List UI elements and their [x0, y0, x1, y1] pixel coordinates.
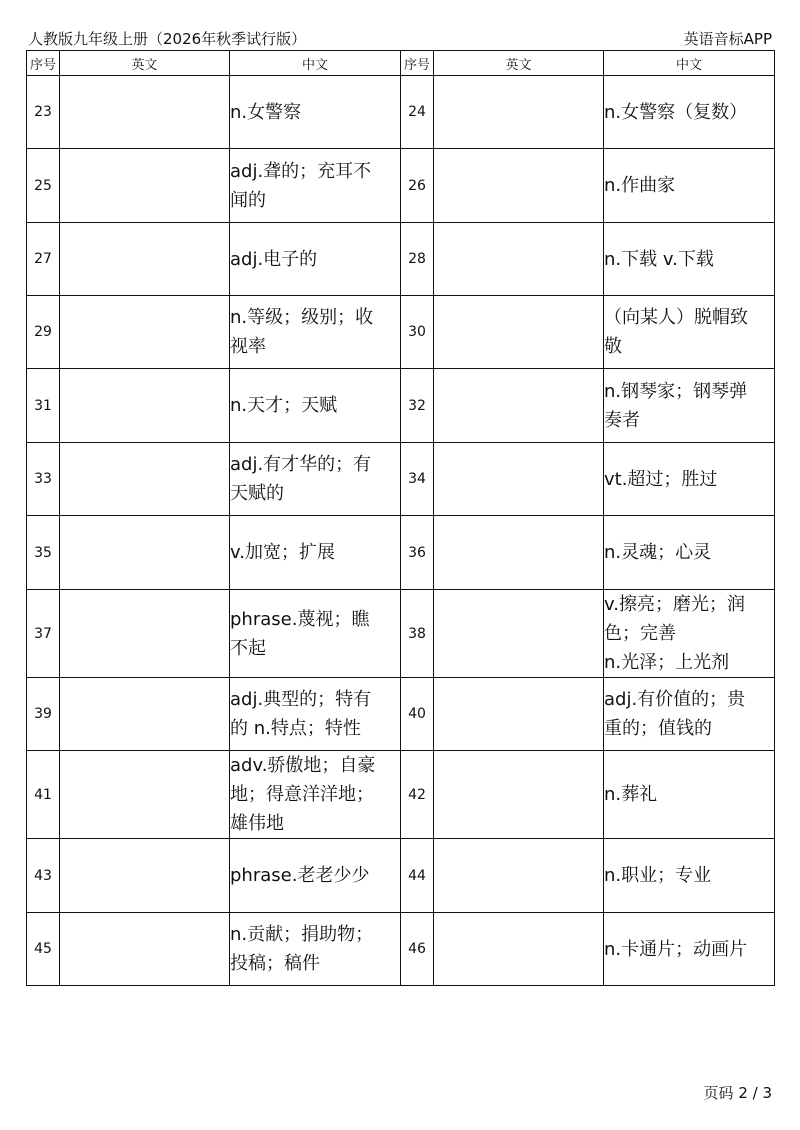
entry-number: 32: [401, 369, 434, 443]
chinese-meaning-cell: [230, 443, 401, 516]
chinese-meaning-cell: [230, 296, 401, 369]
english-answer-cell[interactable]: [60, 223, 230, 296]
chinese-meaning-line: n.作曲家: [604, 175, 676, 196]
english-answer-cell[interactable]: [60, 149, 230, 223]
chinese-meaning-line: 奏者: [604, 409, 640, 431]
entry-number: 42: [401, 751, 434, 839]
chinese-meaning-line: 视率: [230, 336, 266, 357]
chinese-meaning-line: n.下载 v.下载: [604, 248, 714, 270]
english-answer-cell[interactable]: [60, 443, 230, 516]
english-answer-cell[interactable]: [60, 76, 230, 149]
chinese-meaning-line: 不起: [230, 637, 266, 659]
chinese-meaning-line: n.灵魂；心灵: [604, 542, 712, 563]
chinese-meaning-cell: [230, 223, 401, 296]
english-answer-cell[interactable]: [434, 149, 604, 223]
table-row: [27, 223, 775, 296]
entry-number: 38: [401, 590, 434, 678]
table-body: [27, 76, 775, 986]
chinese-meaning-line: （向某人）脱帽致: [604, 307, 748, 328]
chinese-meaning-line: adv.骄傲地；自豪: [230, 755, 376, 776]
entry-number: 44: [401, 839, 434, 913]
column-header-chinese: 中文: [230, 51, 401, 76]
entry-number: 41: [27, 751, 60, 839]
chinese-meaning-line: n.职业；专业: [604, 865, 712, 886]
chinese-meaning-line: adj.聋的；充耳不: [230, 160, 372, 182]
chinese-meaning-cell: [230, 516, 401, 590]
entry-number: 28: [401, 223, 434, 296]
chinese-meaning-cell: [604, 839, 775, 913]
chinese-meaning-line: n.光泽；上光剂: [604, 652, 730, 673]
chinese-meaning-line: n.天才；天赋: [230, 395, 338, 416]
app-name: 英语音标APP: [683, 30, 772, 48]
english-answer-cell[interactable]: [60, 590, 230, 678]
table-row: [27, 296, 775, 369]
english-answer-cell[interactable]: [434, 516, 604, 590]
chinese-meaning-line: phrase.老老少少: [230, 865, 370, 886]
english-answer-cell[interactable]: [434, 76, 604, 149]
document-title: 人教版九年级上册（2026年秋季试行版）: [28, 30, 307, 48]
table-row: [27, 76, 775, 149]
table-row: [27, 369, 775, 443]
table-row: [27, 443, 775, 516]
chinese-meaning-line: adj.典型的；特有: [230, 689, 372, 710]
chinese-meaning-cell: [604, 296, 775, 369]
chinese-meaning-cell: [604, 678, 775, 751]
english-answer-cell[interactable]: [60, 913, 230, 986]
entry-number: 29: [27, 296, 60, 369]
chinese-meaning-line: phrase.蔑视；瞧: [230, 608, 370, 630]
chinese-meaning-cell: [230, 913, 401, 986]
column-header-english: 英文: [434, 51, 604, 76]
table-header-row: [27, 51, 775, 76]
chinese-meaning-line: n.贡献；捐助物；: [230, 924, 374, 945]
entry-number: 30: [401, 296, 434, 369]
chinese-meaning-cell: [604, 590, 775, 678]
entry-number: 40: [401, 678, 434, 751]
chinese-meaning-line: adj.有价值的；贵: [604, 689, 746, 710]
entry-number: 33: [27, 443, 60, 516]
entry-number: 34: [401, 443, 434, 516]
entry-number: 23: [27, 76, 60, 149]
entry-number: 39: [27, 678, 60, 751]
chinese-meaning-cell: [604, 443, 775, 516]
table-row: [27, 590, 775, 678]
chinese-meaning-cell: [604, 516, 775, 590]
table-row: [27, 751, 775, 839]
table-row: [27, 678, 775, 751]
english-answer-cell[interactable]: [434, 223, 604, 296]
english-answer-cell[interactable]: [60, 839, 230, 913]
english-answer-cell[interactable]: [434, 296, 604, 369]
entry-number: 31: [27, 369, 60, 443]
chinese-meaning-line: 雄伟地: [230, 813, 284, 834]
chinese-meaning-line: 色；完善: [604, 623, 676, 644]
chinese-meaning-cell: [604, 369, 775, 443]
chinese-meaning-line: v.加宽；扩展: [230, 542, 335, 563]
english-answer-cell[interactable]: [434, 751, 604, 839]
chinese-meaning-line: n.卡通片；动画片: [604, 938, 748, 960]
vocabulary-table: [26, 50, 775, 986]
chinese-meaning-line: n.女警察（复数）: [604, 101, 748, 123]
entry-number: 35: [27, 516, 60, 590]
chinese-meaning-cell: [604, 76, 775, 149]
english-answer-cell[interactable]: [60, 678, 230, 751]
column-header-english: 英文: [60, 51, 230, 76]
chinese-meaning-line: 的 n.特点；特性: [230, 718, 361, 739]
chinese-meaning-line: 重的；值钱的: [604, 718, 712, 739]
table-row: [27, 149, 775, 223]
entry-number: 25: [27, 149, 60, 223]
entry-number: 24: [401, 76, 434, 149]
entry-number: 27: [27, 223, 60, 296]
column-header-number: 序号: [401, 51, 434, 76]
chinese-meaning-line: n.钢琴家；钢琴弹: [604, 380, 748, 402]
chinese-meaning-line: vt.超过；胜过: [604, 468, 718, 490]
chinese-meaning-line: adj.有才华的；有: [230, 454, 372, 475]
entry-number: 43: [27, 839, 60, 913]
english-answer-cell[interactable]: [60, 369, 230, 443]
entry-number: 46: [401, 913, 434, 986]
chinese-meaning-line: n.葬礼: [604, 784, 658, 805]
chinese-meaning-cell: [230, 678, 401, 751]
entry-number: 37: [27, 590, 60, 678]
table-row: [27, 913, 775, 986]
chinese-meaning-line: v.擦亮；磨光；润: [604, 594, 745, 615]
chinese-meaning-line: adj.电子的: [230, 248, 318, 270]
entry-number: 36: [401, 516, 434, 590]
table-row: [27, 839, 775, 913]
column-header-number: 序号: [27, 51, 60, 76]
chinese-meaning-cell: [604, 223, 775, 296]
entry-number: 45: [27, 913, 60, 986]
chinese-meaning-cell: [230, 369, 401, 443]
page-number: 页码 2 / 3: [703, 1084, 772, 1102]
entry-number: 26: [401, 149, 434, 223]
chinese-meaning-cell: [604, 149, 775, 223]
chinese-meaning-line: 地；得意洋洋地；: [230, 784, 374, 805]
english-answer-cell[interactable]: [434, 839, 604, 913]
table-row: [27, 516, 775, 590]
english-answer-cell[interactable]: [60, 516, 230, 590]
english-answer-cell[interactable]: [434, 369, 604, 443]
english-answer-cell[interactable]: [434, 678, 604, 751]
column-header-chinese: 中文: [604, 51, 775, 76]
chinese-meaning-cell: [230, 590, 401, 678]
chinese-meaning-line: 投稿；稿件: [230, 953, 320, 974]
english-answer-cell[interactable]: [434, 443, 604, 516]
chinese-meaning-cell: [230, 76, 401, 149]
chinese-meaning-cell: [604, 751, 775, 839]
chinese-meaning-line: n.女警察: [230, 101, 302, 123]
chinese-meaning-line: 天赋的: [230, 483, 284, 504]
english-answer-cell[interactable]: [434, 590, 604, 678]
chinese-meaning-cell: [230, 751, 401, 839]
english-answer-cell[interactable]: [434, 913, 604, 986]
chinese-meaning-cell: [604, 913, 775, 986]
chinese-meaning-line: 敬: [604, 336, 622, 357]
chinese-meaning-line: 闻的: [230, 189, 266, 211]
english-answer-cell[interactable]: [60, 296, 230, 369]
english-answer-cell[interactable]: [60, 751, 230, 839]
chinese-meaning-cell: [230, 149, 401, 223]
chinese-meaning-line: n.等级；级别；收: [230, 307, 374, 328]
chinese-meaning-cell: [230, 839, 401, 913]
